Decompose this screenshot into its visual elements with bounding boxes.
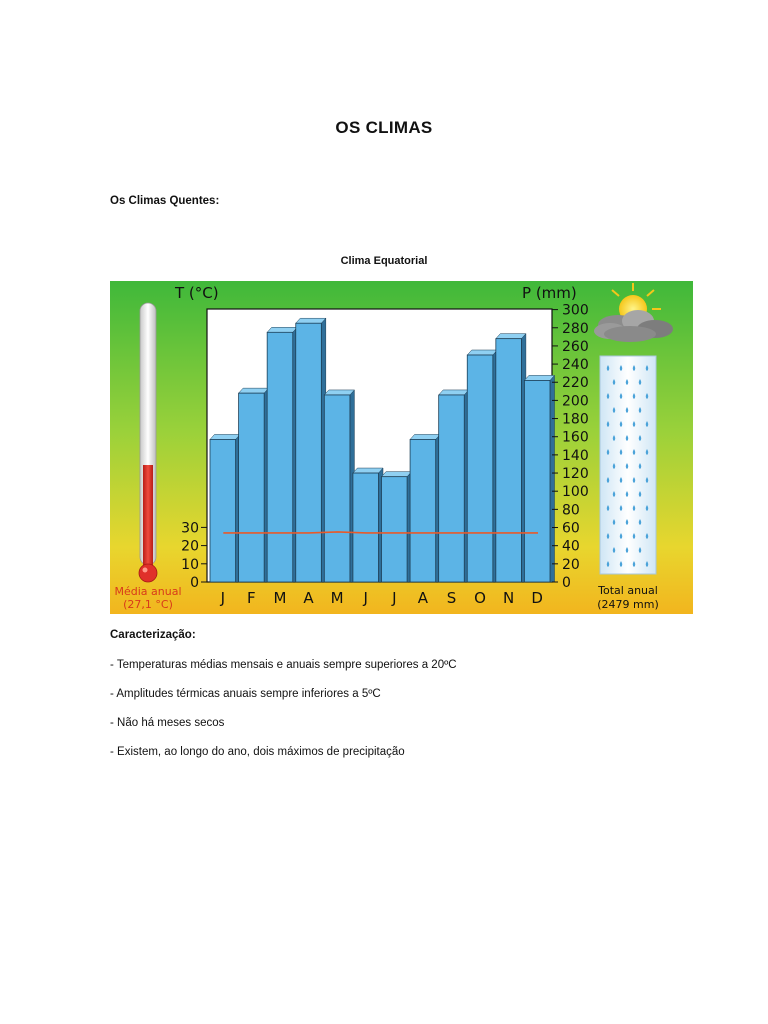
climate-chart: [110, 281, 693, 614]
right-tick-label: 20: [562, 556, 580, 573]
rain-caption-line2: (2479 mm): [597, 598, 659, 611]
right-tick-label: 0: [562, 575, 571, 591]
right-tick-label: 200: [562, 393, 589, 410]
right-tick-label: 260: [562, 338, 589, 355]
right-tick-label: 240: [562, 357, 589, 374]
right-tick-label: 60: [562, 520, 580, 537]
month-label-8: A: [417, 589, 429, 607]
precipitation-bar-8: [410, 434, 440, 582]
characteristic-item-3: - Não há meses secos: [110, 717, 225, 729]
rain-gauge-icon: [600, 356, 656, 574]
precipitation-bar-3: [267, 327, 297, 582]
page-title: OS CLIMAS: [335, 118, 433, 137]
month-label-9: S: [446, 589, 457, 607]
right-tick-label: 80: [562, 502, 580, 519]
precipitation-bar-1: [210, 434, 240, 582]
precipitation-bar-11: [496, 334, 526, 582]
precipitation-bar-4: [296, 318, 326, 582]
right-tick-label: 40: [562, 538, 580, 555]
precipitation-bar-5: [324, 390, 354, 582]
right-tick-label: 160: [562, 429, 589, 446]
left-axis-label: T (°C): [175, 284, 219, 302]
right-tick-label: 280: [562, 320, 589, 337]
right-tick-label: 140: [562, 447, 589, 464]
right-axis-label: P (mm): [522, 284, 577, 302]
characteristic-item-1: - Temperaturas médias mensais e anuais sempre superiores a 20ºC: [110, 659, 457, 671]
left-tick-label: 30: [181, 520, 199, 537]
rain-caption-line1: Total anual: [598, 584, 658, 597]
section-heading: Os Climas Quentes:: [110, 195, 220, 207]
thermometer-mercury: [143, 465, 153, 565]
precipitation-bar-2: [239, 388, 269, 582]
right-tick-label: 220: [562, 375, 589, 392]
right-tick-label: 300: [562, 302, 589, 319]
thermometer-icon: [139, 303, 157, 582]
characteristic-item-4: - Existem, ao longo do ano, dois máximos de precipitação: [110, 746, 405, 758]
thermometer-caption-line2: (27,1 °C): [123, 598, 173, 611]
month-label-5: M: [330, 589, 344, 607]
precipitation-bar-10: [467, 350, 497, 582]
chart-title: Clima Equatorial: [340, 255, 428, 267]
month-label-12: D: [531, 589, 543, 607]
characteristic-item-2: - Amplitudes térmicas anuais sempre inferiores a 5ºC: [110, 688, 381, 700]
climate-chart-svg: [110, 281, 693, 614]
right-tick-label: 180: [562, 411, 589, 428]
month-label-10: O: [474, 589, 486, 607]
month-label-7: J: [392, 589, 397, 607]
month-label-3: M: [273, 589, 287, 607]
precipitation-bar-6: [353, 468, 383, 582]
month-label-6: J: [363, 589, 368, 607]
right-tick-label: 100: [562, 484, 589, 501]
left-tick-label: 10: [181, 556, 199, 573]
month-label-1: J: [220, 589, 226, 607]
characterization-heading: Caracterização:: [110, 629, 196, 641]
month-label-11: N: [503, 589, 515, 607]
left-tick-label: 0: [190, 575, 199, 591]
precipitation-bar-9: [439, 390, 469, 582]
thermometer-caption-line1: Média anual: [114, 585, 182, 598]
precipitation-bar-7: [382, 472, 412, 582]
precipitation-bar-12: [524, 375, 554, 582]
month-label-2: F: [247, 589, 256, 607]
month-label-4: A: [303, 589, 314, 607]
left-tick-label: 20: [181, 538, 199, 555]
right-tick-label: 120: [562, 466, 589, 483]
